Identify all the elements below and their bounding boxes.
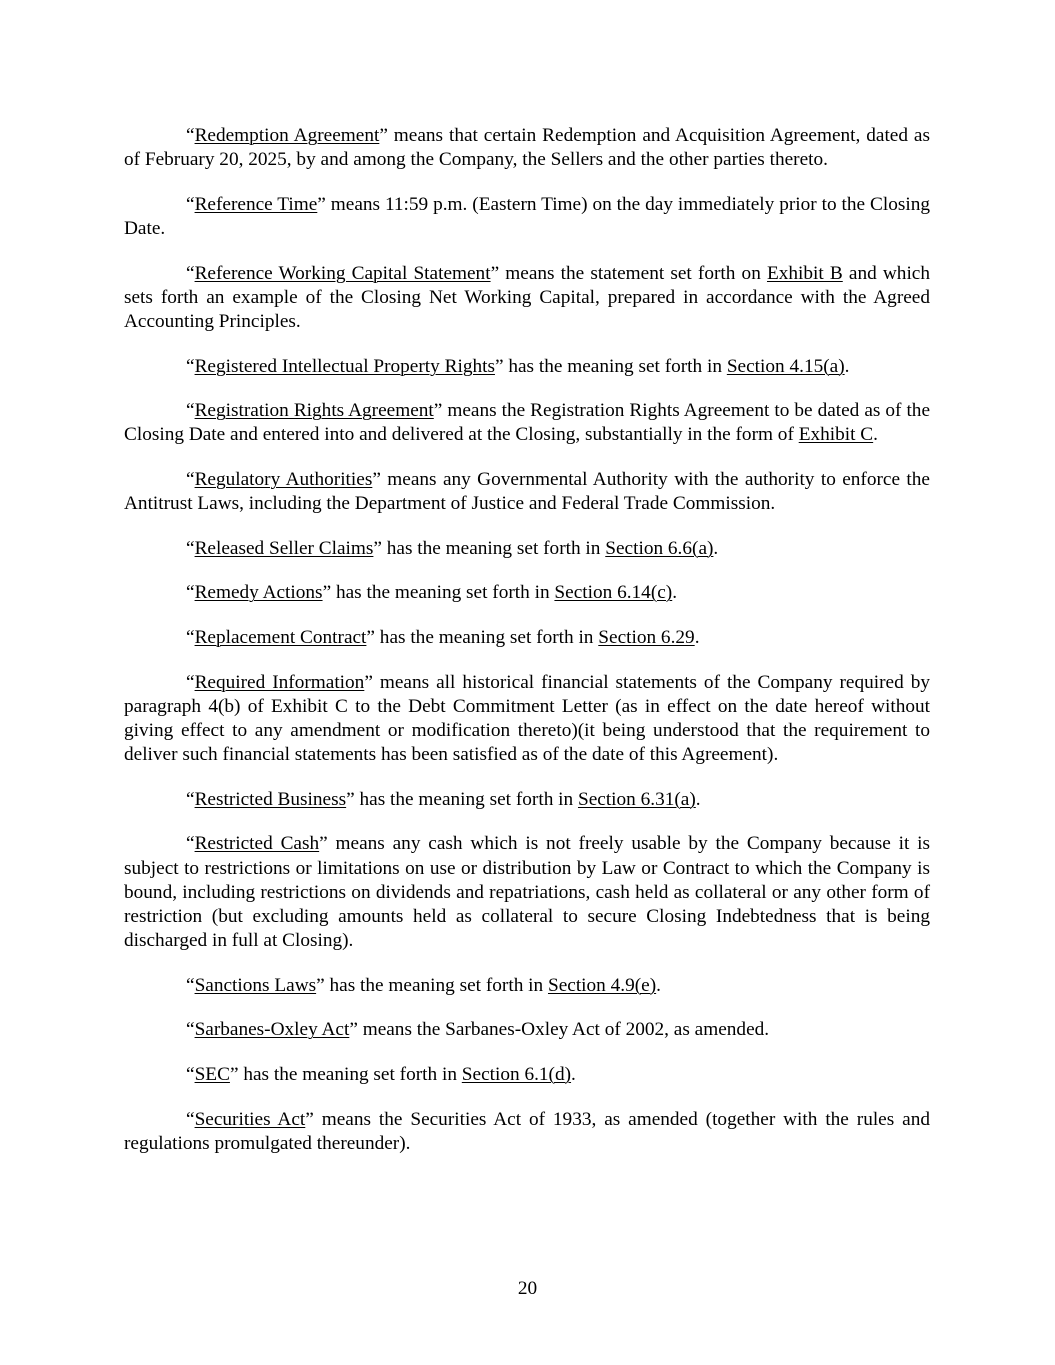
cross-reference: Section 6.29 xyxy=(598,626,695,648)
definition-text: “ xyxy=(186,355,195,377)
definition-text: ” has the meaning set forth in xyxy=(494,355,727,377)
cross-reference: Section 6.31(a) xyxy=(577,788,696,810)
definition-text: “ xyxy=(186,1019,195,1041)
defined-term: Restricted Business xyxy=(194,788,347,810)
definition-text: ” means that certain Redemption and Acquisition Agreement, dated as of February 20, 2025, by and among the Company, the Sellers and the other parties thereto. xyxy=(124,125,930,171)
definition-replacement-contract xyxy=(124,626,930,650)
definition-released-seller-claims xyxy=(124,537,930,561)
definition-text: ” means the Securities Act of 1933, as amended (together with the rules and regulations promulgated thereunder). xyxy=(124,1108,930,1154)
definition-text: . xyxy=(672,582,678,604)
definition-text: . xyxy=(713,537,719,559)
definition-text: “ xyxy=(186,833,195,855)
definition-securities-act xyxy=(124,1108,930,1156)
definition-text: ” means the statement set forth on xyxy=(490,262,767,284)
definition-text: ” has the meaning set forth in xyxy=(346,788,578,810)
definition-text: ” has the meaning set forth in xyxy=(366,626,599,648)
document-body xyxy=(124,124,930,1176)
defined-term: Replacement Contract xyxy=(194,626,367,648)
definition-text: “ xyxy=(186,262,195,284)
cross-reference: Section 6.6(a) xyxy=(605,537,714,559)
definition-text: ” has the meaning set forth in xyxy=(229,1063,462,1085)
cross-reference: Exhibit B xyxy=(766,262,843,284)
defined-term: SEC xyxy=(194,1063,230,1085)
definition-text: . xyxy=(695,788,701,810)
definition-text: ” has the meaning set forth in xyxy=(316,974,548,996)
definition-text: “ xyxy=(186,1108,195,1130)
definition-text: ” means the Registration Rights Agreement to be dated as of the Closing Date and entered into and delivered at the Closing, substantially in the form of xyxy=(124,400,931,446)
definition-restricted-cash xyxy=(124,832,930,953)
definition-text: “ xyxy=(186,671,195,693)
defined-term: Registered Intellectual Property Rights xyxy=(194,355,495,377)
definition-text: and which sets forth an example of the Closing Net Working Capital, prepared in accordance with the Agreed Accounting Principles. xyxy=(124,262,931,332)
page-number: 20 xyxy=(517,1278,538,1299)
definition-text: “ xyxy=(186,400,195,422)
definition-reference-working-capital-statement xyxy=(124,262,930,335)
definition-regulatory-authorities xyxy=(124,468,930,516)
defined-term: Redemption Agreement xyxy=(194,125,380,146)
cross-reference: Section 6.1(d) xyxy=(461,1063,572,1085)
defined-term: Released Seller Claims xyxy=(194,537,374,559)
definition-text: “ xyxy=(186,537,195,559)
defined-term: Restricted Cash xyxy=(194,833,320,855)
definition-text: . xyxy=(873,424,878,446)
definition-text: ” has the meaning set forth in xyxy=(373,537,606,559)
definition-text: ” means all historical financial statements of the Company required by paragraph 4(b) of Exhibit C to the Debt Commitment Letter (as in effect on the date hereof without giving effect to any amendment or modification thereto)(it being understood that the requirement to deliver such financial statements has been satisfied as of the date of this Agreement). xyxy=(124,671,930,766)
definition-text: “ xyxy=(186,788,195,810)
defined-term: Reference Working Capital Statement xyxy=(194,262,491,284)
definition-text: ” means 11:59 p.m. (Eastern Time) on the day immediately prior to the Closing Date. xyxy=(124,193,931,239)
defined-term: Sanctions Laws xyxy=(194,974,317,996)
definition-text: “ xyxy=(186,1063,195,1085)
cross-reference: Section 6.14(c) xyxy=(554,582,673,604)
definition-text: “ xyxy=(186,626,195,648)
definition-text: . xyxy=(694,626,700,648)
definition-text: ” means the Sarbanes-Oxley Act of 2002, as amended. xyxy=(349,1019,770,1041)
definition-text: . xyxy=(844,355,850,377)
definition-text: “ xyxy=(186,582,195,604)
cross-reference: Section 4.9(e) xyxy=(547,974,657,996)
cross-reference: Section 4.15(a) xyxy=(726,355,845,377)
definition-text: “ xyxy=(186,974,195,996)
definition-text: “ xyxy=(186,193,195,215)
definition-text: . xyxy=(656,974,661,996)
definition-required-information xyxy=(124,671,930,768)
defined-term: Remedy Actions xyxy=(194,582,323,604)
definition-text: “ xyxy=(186,468,195,490)
definition-registered-ip-rights xyxy=(124,355,930,379)
definition-remedy-actions xyxy=(124,581,930,605)
definition-text: ” means any cash which is not freely usable by the Company because it is subject to restrictions or limitations on use or distribution by Law or Contract to which the Company is bound, including restrictions on dividends and repatriations, cash held as collateral or any other form of restriction (but excluding amounts held as collateral to secure Closing Indebtedness that is being discharged in full at Closing). xyxy=(124,833,930,952)
definition-text: ” has the meaning set forth in xyxy=(322,582,555,604)
definition-sarbanes-oxley-act xyxy=(124,1018,930,1042)
defined-term: Sarbanes-Oxley Act xyxy=(194,1019,350,1041)
definition-registration-rights-agreement xyxy=(124,399,930,447)
definition-sec xyxy=(124,1063,930,1087)
definition-restricted-business xyxy=(124,788,930,812)
definition-redemption-agreement xyxy=(124,124,930,172)
definition-sanctions-laws xyxy=(124,974,930,998)
defined-term: Regulatory Authorities xyxy=(194,468,373,490)
cross-reference: Exhibit C xyxy=(798,424,874,446)
definition-text: ” means any Governmental Authority with the authority to enforce the Antitrust Laws, including the Department of Justice and Federal Trade Commission. xyxy=(124,468,930,515)
definition-text: . xyxy=(571,1063,576,1085)
definition-text: “ xyxy=(186,125,195,146)
defined-term: Required Information xyxy=(194,671,365,693)
defined-term: Reference Time xyxy=(194,193,318,215)
defined-term: Securities Act xyxy=(194,1108,306,1130)
definition-reference-time xyxy=(124,193,930,241)
defined-term: Registration Rights Agreement xyxy=(194,400,434,422)
